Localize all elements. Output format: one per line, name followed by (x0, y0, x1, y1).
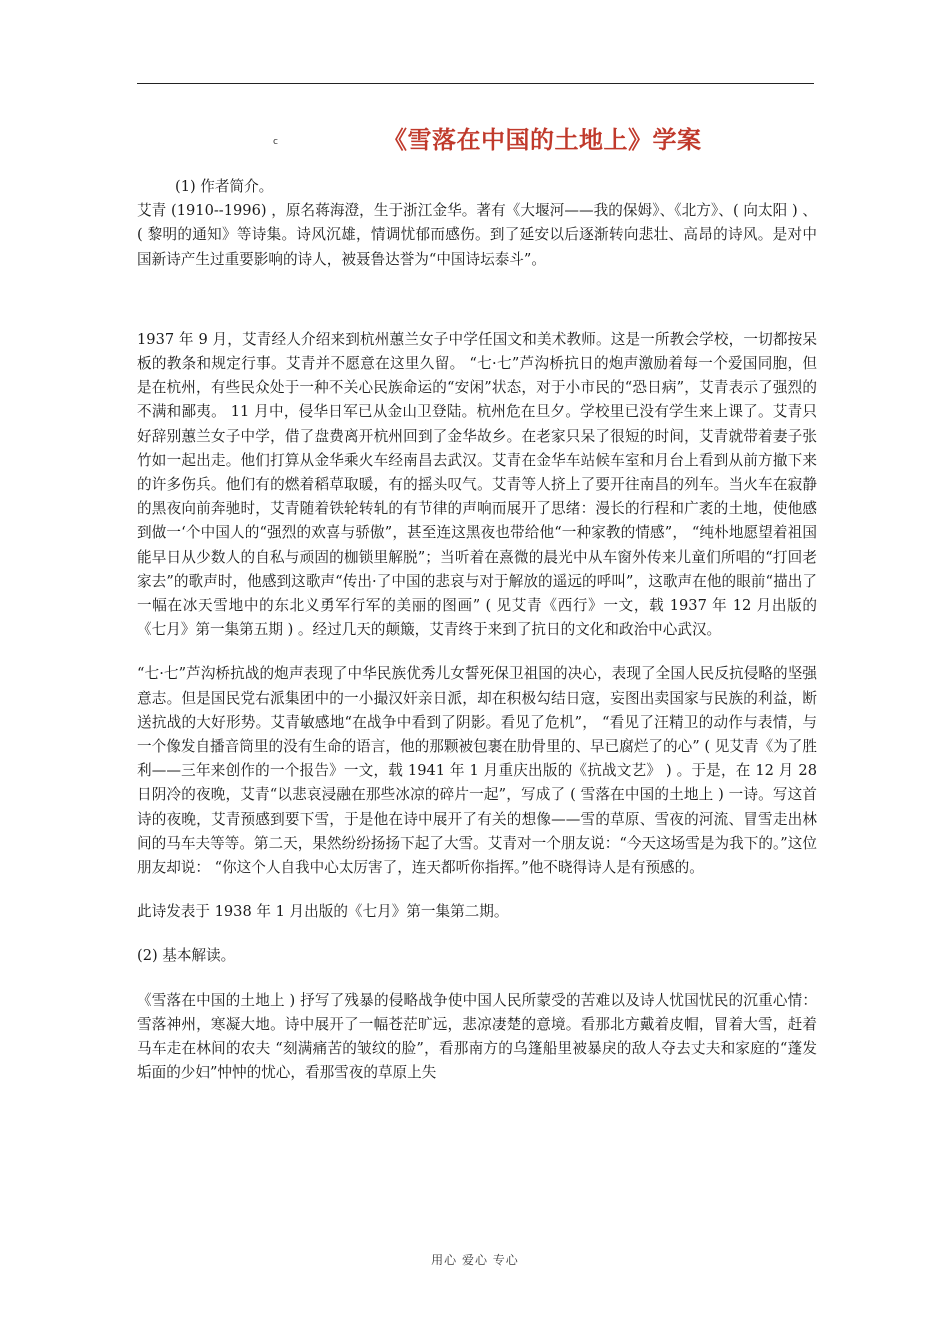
corner-mark: c (273, 137, 278, 147)
paragraph-77: “七·七”芦沟桥抗战的炮声表现了中华民族优秀儿女誓死保卫祖国的决心，表现了全国人民反抗侵略的坚强意志。但是国民党右派集团中的一小撮汉奸亲日派，却在积极勾结日寇，妄图出卖国家与民族的利益，断送抗战的大好形势。艾青敏感地“在战争中看到了阴影。看见了危机”， “看见了汪精卫的动作与表情，与一个像发自播音筒里的没有生命的语言，他的那颗被包裹在肋骨里的、早已腐烂了的心” ( 见艾青《为了胜利——三年来创作的一个报告》一文，载 1941 年 1 月重庆出版的《抗战文艺》 ) 。于是，在 12 月 28 日阴冷的夜晚，艾青“以悲哀浸融在那些冰凉的碎片一起”，写成了 ( 雪落在中国的土地上 ) 一诗。写这首诗的夜晚，艾青预感到要下雪，于是他在诗中展开了有关的想像——雪的草原、雪夜的河流、冒雪走出林间的马车夫等等。第二天，果然纷纷扬扬下起了大雪。艾青对一个朋友说：“今天这场雪是为我下的。”这位朋友却说： “你这个人自我中心太厉害了，连天都听你指挥。”他不晓得诗人是有预感的。 (137, 665, 817, 877)
author-heading: (1) 作者简介。 (175, 178, 274, 195)
publish-paragraph: 此诗发表于 1938 年 1 月出版的《七月》第一集第二期。 (137, 903, 509, 921)
document-body (137, 175, 817, 1086)
page-title: 《雪落在中国的土地上》学案 (383, 126, 702, 154)
reading-paragraph: 《雪落在中国的土地上 ) 抒写了残暴的侵略战争使中国人民所蒙受的苦难以及诗人忧国忧民的沉重心情： 雪落神州，寒凝大地。诗中展开了一幅苍茫旷远，悲凉凄楚的意境。看那北方戴着皮帽，冒着大雪，赶着马车走在林间的农夫 “刻满痛苦的皱纹的脸”，看那南方的乌篷船里被暴戾的敌人夺去丈夫和家庭的“蓬发垢面的少妇”忡忡的忧心，看那雪夜的草原上失 (137, 991, 817, 1082)
page-footer: 用心 爱心 专心 (431, 1253, 519, 1267)
reading-heading: (2) 基本解读。 (137, 947, 236, 965)
paragraph-1937: 1937 年 9 月，艾青经人介绍来到杭州蕙兰女子中学任国文和美术教师。这是一所教会学校，一切都按呆板的教条和规定行事。艾青并不愿意在这里久留。 “七·七”芦沟桥抗日的炮声激励着每一个爱国同胞，但是在杭州，有些民众处于一种不关心民族命运的“安闲”状态，对于小市民的“恐日病”，艾青表示了强烈的不满和鄙夷。 11 月中，侵华日军已从金山卫登陆。杭州危在旦夕。学校里已没有学生来上课了。艾青只好辞别蕙兰女子中学，借了盘费离开杭州回到了金华故乡。在老家只呆了很短的时间，艾青就带着妻子张竹如一起出走。他们打算从金华乘火车经南昌去武汉。艾青在金华车站候车室和月台上看到从前方撤下来的许多伤兵。他们有的燃着稻草取暖，有的摇头叹气。艾青等人挤上了要开往南昌的列车。当火车在寂静的黑夜向前奔驰时，艾青随着铁轮转轧的有节律的声响而展开了思绪：漫长的行程和广袤的土地，使他感到做一‘个中国人的“强烈的欢喜与骄傲”，甚至连这黑夜也带给他“一种家教的情感”， “纯朴地愿望着祖国能早日从少数人的自私与顽固的枷锁里解脱”；当听着在熹微的晨光中从车窗外传来儿童们所唱的“打回老家去”的歌声时，他感到这歌声“传出·了中国的悲哀与对于解放的遥远的呼叫”，这歌声在他的眼前“描出了一幅在冰天雪地中的东北义勇军行军的美丽的图画” ( 见艾青《西行》一文，载 1937 年 12 月出版的《七月》第一集第五期 ) 。经过几天的颠簸，艾青终于来到了抗日的文化和政治中心武汉。 (137, 330, 817, 639)
author-paragraph: 艾青 (1910--1996) ，原名蒋海澄，生于浙江金华。著有《大堰河——我的保姆》、《北方》、( 向太阳 ) 、( 黎明的通知》等诗集。诗风沉雄，情调忧郁而感伤。到了延安以后逐渐转向悲壮、高昂的诗风。是对中国新诗产生过重要影响的诗人，被聂鲁达誉为“中国诗坛泰斗”。 (137, 202, 817, 268)
header-rule (137, 83, 814, 84)
